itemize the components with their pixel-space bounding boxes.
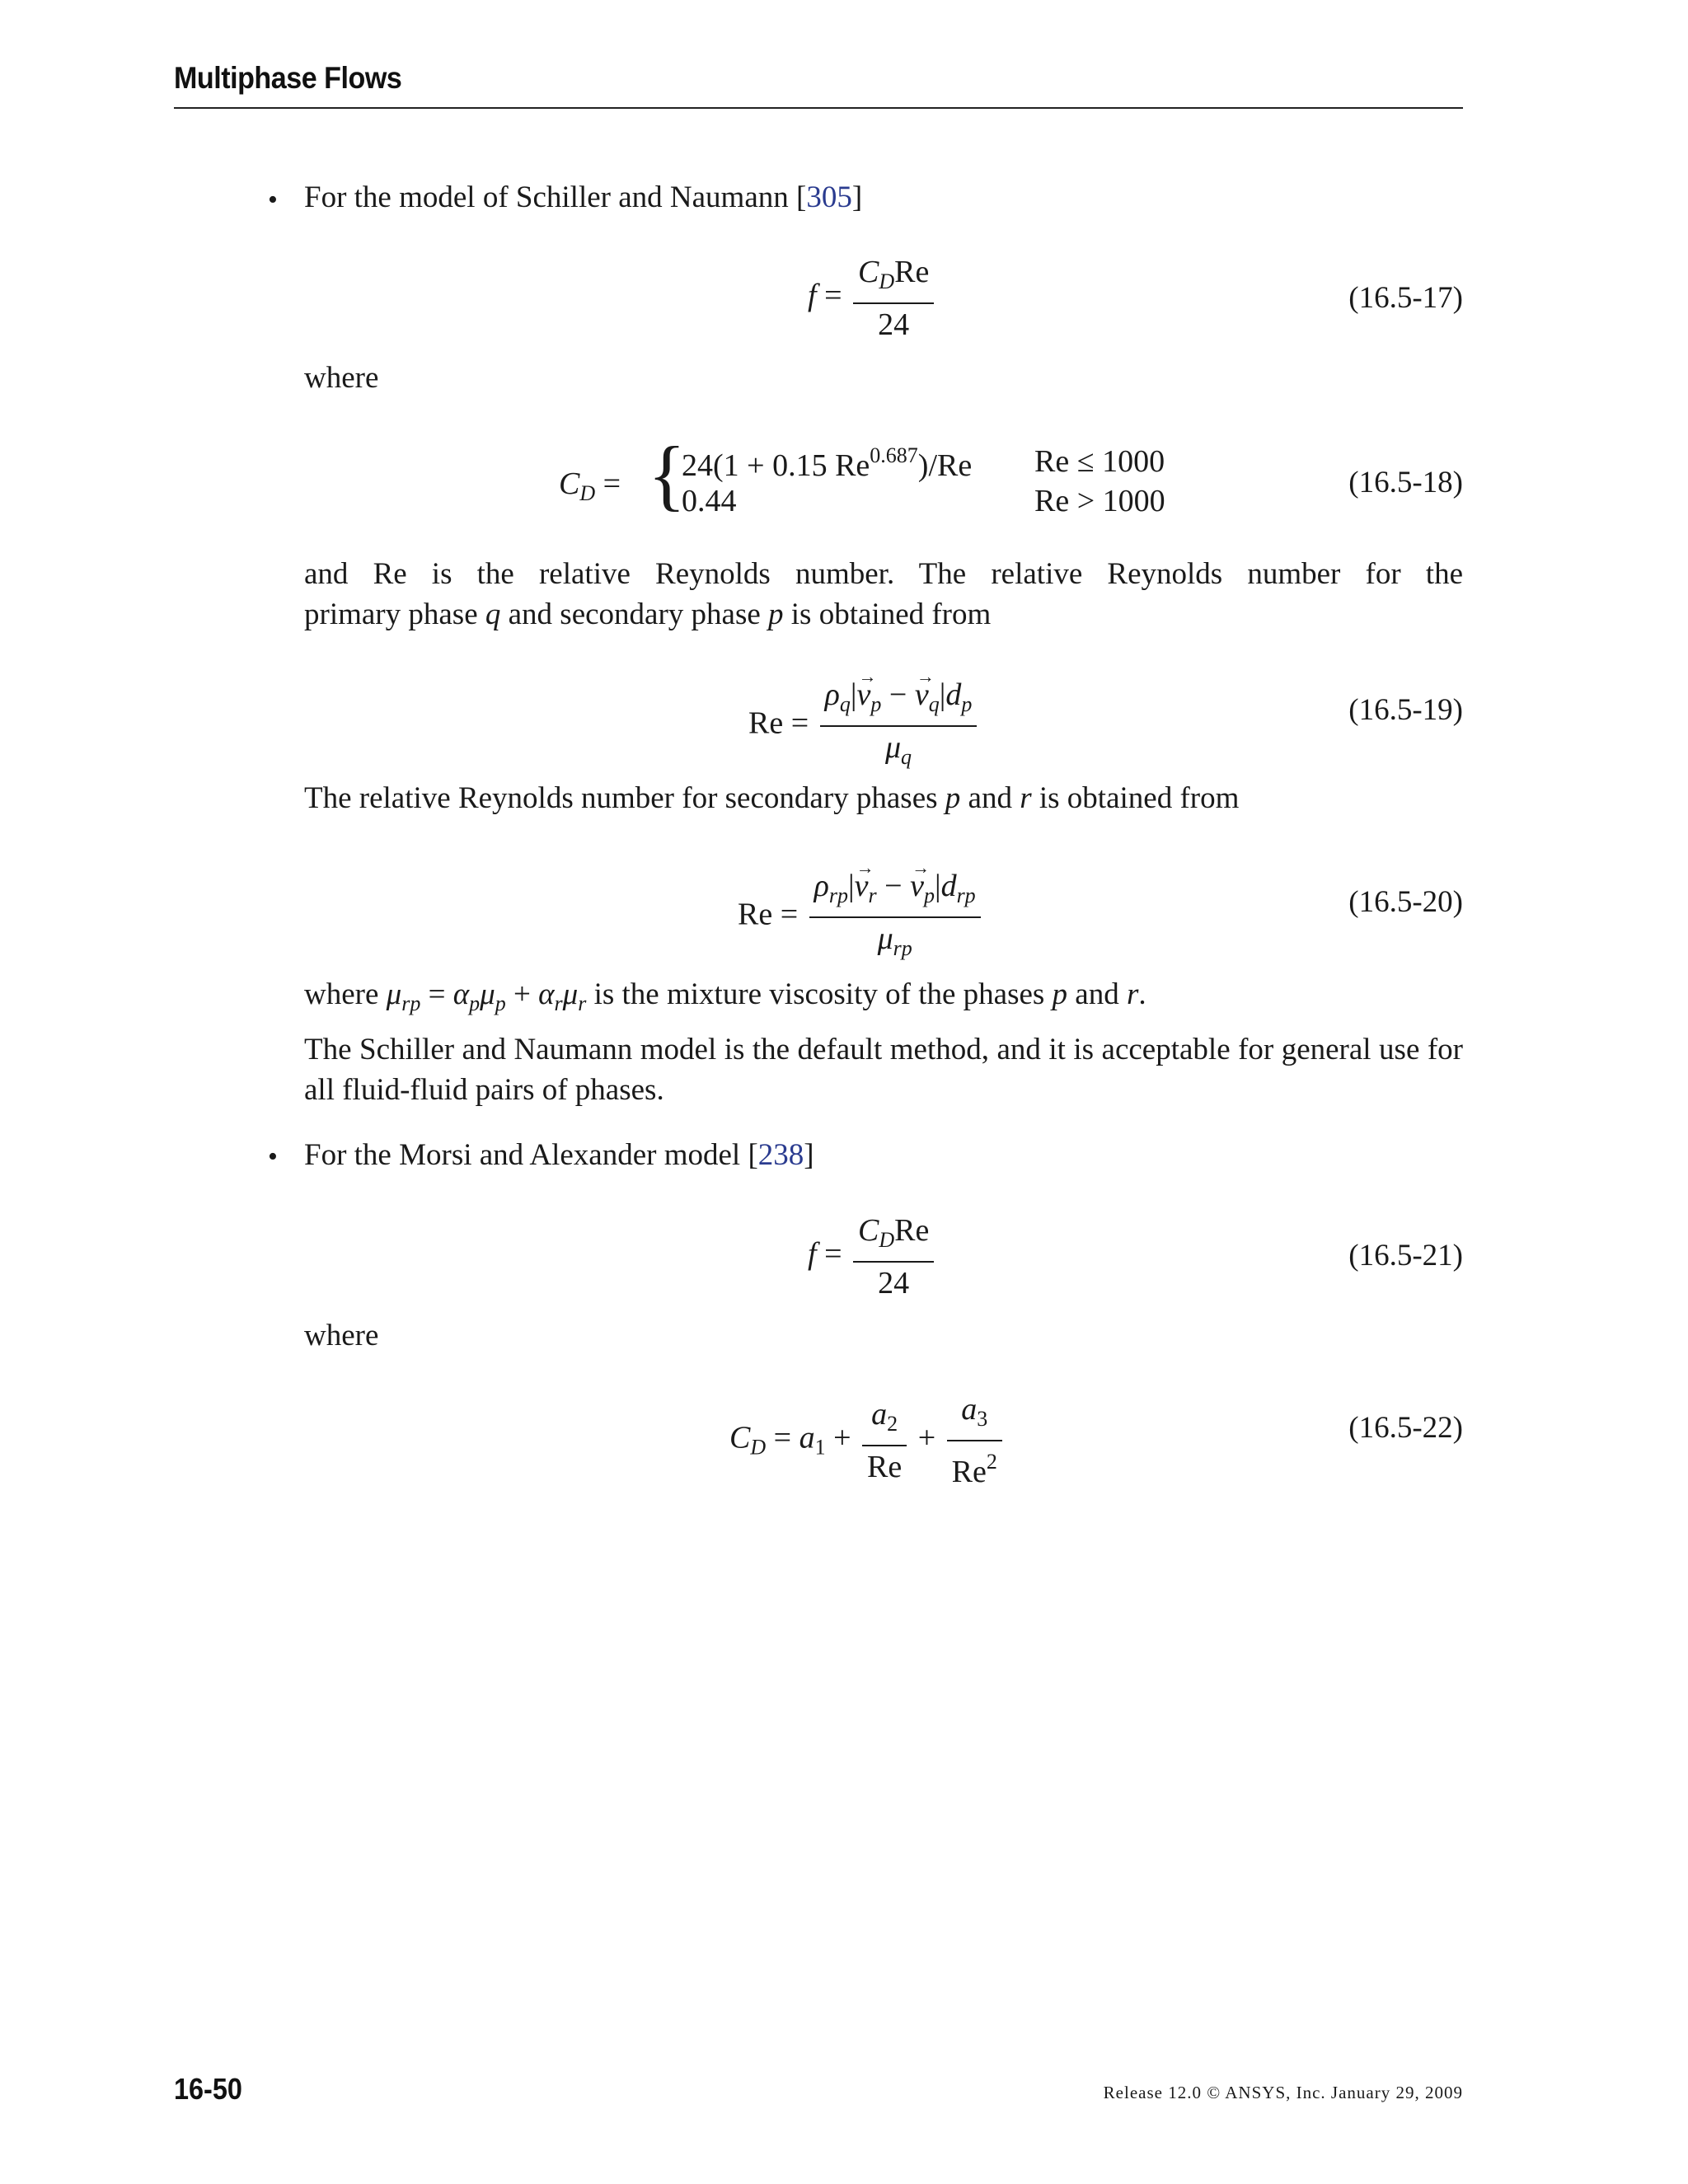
equation-number: (16.5-20) [1348,885,1463,919]
equation-16-5-22: $C_D = a_1$ + $\frac{a_2}{Re}$ + $\frac{a_3}{Re^2}$ [729,1389,1006,1493]
bullet-text: For the Morsi and Alexander model [ [304,1138,758,1172]
eq18-case1-cond: Re ≤ 1000 [1034,444,1165,479]
citation-link[interactable]: 238 [757,1138,804,1172]
exponent: 0.687 [870,443,918,467]
page-number: 16-50 [174,2072,242,2106]
bracket: ] [851,180,863,214]
paragraph: where $\mu_{rp} = \alpha_p\mu_p + \alpha_r\mu_r$ is the mixture viscosity of the phases p and r. [304,977,1146,1015]
paragraph: The Schiller and Naumann model is the default method, and it is acceptable for general use for all fluid-fluid pairs of phases. [304,1033,1463,1107]
case-expr: 24(1 + 0.15 Re [682,448,870,483]
left-brace: { [648,430,687,518]
eq18-case1-expr [682,443,972,484]
header-rule [174,107,1463,109]
equation-16-5-17: f = $\frac{C_DRe}{24}$ [808,251,937,345]
bullet-text-morsi [304,1136,814,1175]
equation-number: (16.5-18) [1348,466,1463,499]
equation-16-5-18-lhs: $C_D$ = [559,466,621,505]
text-run: . [1138,977,1146,1011]
paragraph [304,554,1463,635]
math-var: p [945,781,961,815]
math-var: r [1020,781,1032,815]
text-run: and secondary phase [500,598,769,631]
equation-16-5-19: Re = $\frac{\rho_q|\to v_p - \to v_q|d_p}{\mu_q}$ [748,674,980,778]
text-run: is the mixture viscosity of the phases [586,977,1053,1011]
text-run: and [960,781,1020,815]
equation-number: (16.5-17) [1348,281,1463,315]
text-run: and [1067,977,1127,1011]
eq-numerator: Re [894,255,930,289]
eq-denominator: 24 [878,307,910,342]
eq-subscript: D [879,269,895,293]
case-expr-tail: )/Re [917,448,973,483]
math-var: p [1052,977,1068,1011]
paragraph [304,779,1239,818]
text-run: The relative Reynolds number for secondary phases [304,781,945,815]
bullet-marker: • [268,185,278,215]
text-run: is obtained from [783,598,992,631]
equation-16-5-21: f = $\frac{C_DRe}{24}$ [808,1210,937,1304]
bullet-text: For the model of Schiller and Naumann [ [304,180,807,214]
running-header: Multiphase Flows [174,61,402,95]
bullet-text-schiller [304,178,862,218]
math-var: r [1126,977,1139,1011]
where-label: where [304,361,379,395]
where-label: where [304,1319,379,1352]
release-info: Release 12.0 © ANSYS, Inc. January 29, 2009 [1103,2083,1463,2102]
text-run: where [304,977,387,1011]
math-var: q [485,598,501,631]
math-var: p [768,598,784,631]
equation-number: (16.5-21) [1348,1239,1463,1272]
equation-16-5-20: Re = $\frac{\rho_{rp}|\to v_r - \to v_p|d_{rp}}{\mu_{rp}}$ [738,865,984,969]
eq18-case2-expr: 0.44 [682,484,737,518]
equation-number: (16.5-22) [1348,1411,1463,1445]
eq18-case2-cond: Re > 1000 [1034,484,1165,518]
bracket: ] [804,1138,814,1172]
equation-number: (16.5-19) [1348,693,1463,727]
text-run: is obtained from [1031,781,1240,815]
bullet-marker: • [268,1141,278,1172]
para-line: and Re is the relative Reynolds number. The relative Reynolds number for the [304,557,1463,591]
eq-lhs: f [808,278,817,313]
text-run: primary phase [304,598,485,631]
citation-link[interactable]: 305 [806,180,852,214]
